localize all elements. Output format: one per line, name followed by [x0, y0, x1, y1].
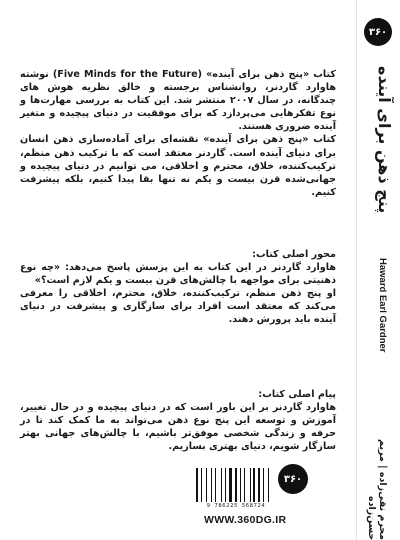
isbn-area [196, 458, 314, 518]
barcode-stripe [235, 468, 237, 502]
barcode-stripe [265, 468, 268, 502]
description-block [20, 68, 336, 199]
spine-author: Haward Earl Gardner [377, 258, 388, 353]
main-message-paragraph: هاوارد گاردنر بر این باور است که در دنیای پیچیده و در حال تغییر، آموزش و توسعه این پنج نوع ذهن می‌تواند به ما کمک کند تا در حرفه و زندگی شخصی موفق‌تر باشیم، با چالش‌های جهانی بهتر سازگار شویم، دنیای بهتری بسازیم. [20, 402, 336, 453]
barcode-stripe [268, 468, 269, 502]
barcode-stripe [246, 468, 249, 502]
barcode-stripe [215, 468, 217, 502]
main-message-heading: پیام اصلی کتاب: [258, 389, 336, 400]
barcode-stripe [201, 468, 202, 502]
barcode-stripe [240, 468, 241, 502]
barcode-stripe [208, 468, 210, 502]
barcode-stripe [263, 468, 264, 502]
barcode-stripe [241, 468, 243, 502]
barcode-stripe [253, 468, 255, 502]
main-message-block [20, 388, 336, 453]
spine-translators: محرم نقی‌زاده | مریم حسن‌زاده [366, 438, 388, 540]
barcode-stripe [244, 468, 245, 502]
main-axis-paragraph-1: هاوارد گاردنر در این کتاب به این پرسش پاسخ می‌دهد: «چه نوع ذهنیتی برای مواجهه با چالش‌های قرن بیست و یکم لازم است؟» [20, 262, 336, 287]
spine-title: پنج ذهن برای آینده [375, 66, 394, 214]
main-axis-block [20, 248, 336, 327]
barcode-stripe [261, 468, 262, 502]
main-axis-heading: محور اصلی کتاب: [252, 249, 336, 260]
barcode-stripe [229, 468, 232, 502]
barcode-stripe [270, 468, 272, 502]
main-axis-paragraph-2: او پنج ذهن منظم، ترکیب‌کننده، خلاق، محترم، اخلاقی را معرفی می‌کند که معتقد است افراد برای سازگاری و پیشرفت در دنیای آینده باید پرورش دهند. [20, 288, 336, 326]
barcode-stripe [233, 468, 234, 502]
barcode-stripe [256, 468, 257, 502]
barcode-stripe [199, 468, 200, 502]
barcode-stripe [196, 468, 198, 502]
barcode-stripe [217, 468, 220, 502]
barcode-stripe [221, 468, 222, 502]
barcode-stripe [223, 468, 224, 502]
spine-publisher-logo-icon: ۳۶۰ [364, 18, 392, 46]
barcode-stripe [252, 468, 253, 502]
barcode-stripe [238, 468, 239, 502]
barcode-stripe [211, 468, 212, 502]
barcode-number: 9 786225 568724 [206, 503, 266, 509]
description-paragraph-2: کتاب «پنج ذهن برای آینده» نقشه‌ای برای آماده‌سازی ذهن انسان برای دنیای آینده است. گاردنر معتقد است که با ترکیب ذهن منظم، ترکیب‌کننده، خلاق، محترم و اخلاقی، می توانیم در دنیای پیچیده و جهانی‌شده قرن بیست و یکم نه تنها بقا پیدا کنیم، بلکه پیشرفت کنیم. [20, 134, 336, 198]
book-spine [356, 0, 400, 540]
barcode-stripe [258, 468, 260, 502]
barcode [196, 468, 272, 502]
barcode-stripe [213, 468, 214, 502]
publisher-logo-icon: ۳۶۰ [278, 464, 308, 494]
barcode-stripe [225, 468, 227, 502]
barcode-stripe [203, 468, 206, 502]
publisher-website: WWW.360DG.IR [204, 514, 287, 526]
barcode-stripe [250, 468, 251, 502]
description-paragraph-1: کتاب «پنج ذهن برای آینده» (Five Minds for the Future) نوشته هاوارد گاردنر، روانشناس برجسته و خالق نظریه هوش های چندگانه، در سال ۲۰۰۷ منتشر شد. این کتاب به بررسی مهارت‌ها و نوع تفکرهایی می‌پردازد که برای موفقیت در دنیای پیچیده و متغیر آینده ضروری هستند. [20, 69, 336, 133]
barcode-stripe [206, 468, 207, 502]
barcode-stripe [227, 468, 228, 502]
